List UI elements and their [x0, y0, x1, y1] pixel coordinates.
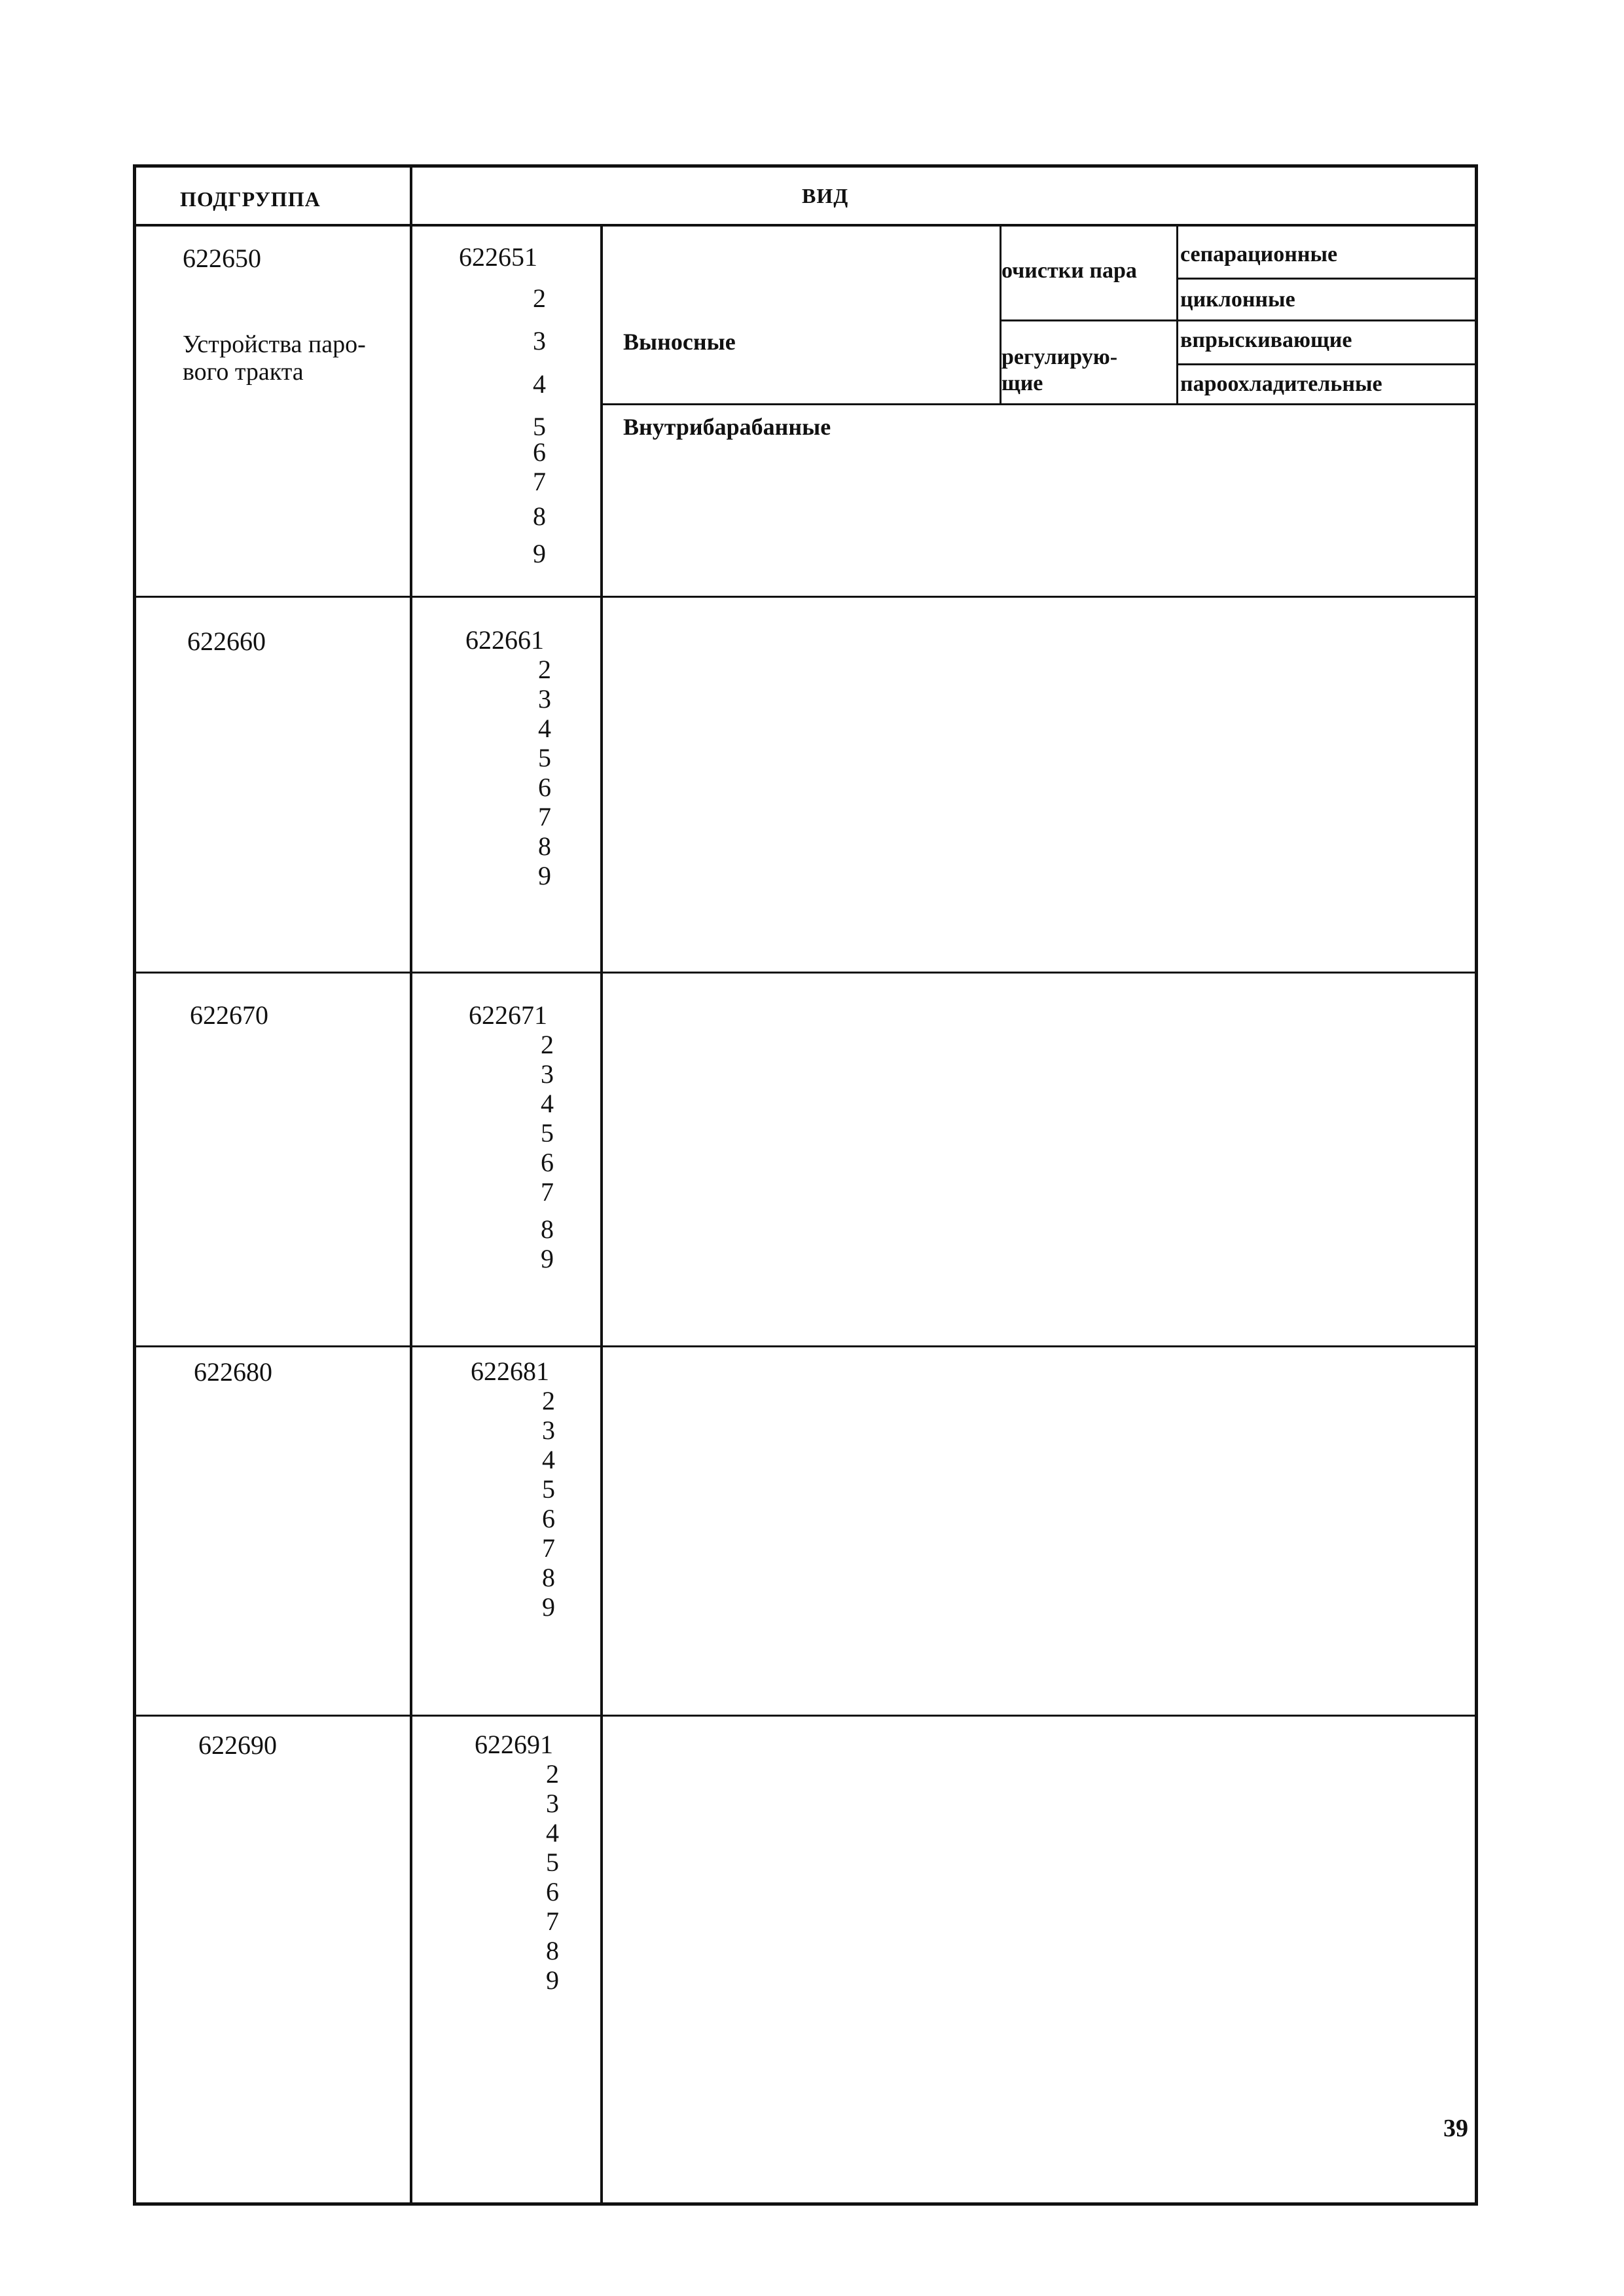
first-code: 622681: [471, 1357, 549, 1386]
header-subgroup: ПОДГРУППА: [180, 187, 321, 211]
digit: 3: [542, 1415, 555, 1445]
kind-internal: Внутрибарабанные: [623, 414, 831, 440]
kind-digits: [528, 655, 561, 890]
kind-external: Выносные: [623, 329, 736, 355]
row-rule-3: [133, 1345, 1478, 1347]
kind-separation: сепарационные: [1180, 242, 1338, 266]
first-code: 622651: [459, 242, 537, 272]
subgroup-code: 622650: [183, 244, 261, 273]
digit: 9: [533, 539, 546, 568]
table-bottom-border: [133, 2202, 1478, 2206]
subgroup-code: 622690: [198, 1730, 277, 1760]
digit: 8: [542, 1563, 555, 1592]
digit: 5: [542, 1474, 555, 1504]
kind-regulating: регулирую- щие: [1001, 345, 1118, 395]
digit: 6: [538, 773, 551, 802]
digit: 4: [533, 369, 546, 399]
digit: 7: [541, 1177, 554, 1207]
digit: 4: [542, 1445, 555, 1474]
digit: 8: [538, 831, 551, 861]
table-left-border: [133, 164, 136, 2206]
subtable-rule-v2: [1176, 224, 1178, 405]
subtable-rule-h-a: [1176, 278, 1478, 280]
column-rule-codes: [600, 224, 603, 2206]
digit: 9: [546, 1965, 559, 1995]
digit: 2: [542, 1386, 555, 1415]
digit: 2: [538, 655, 551, 684]
subgroup-name: Устройства паро- вого тракта: [183, 331, 366, 386]
subtable-rule-h-bottom: [600, 403, 1478, 405]
digit: 6: [533, 437, 546, 467]
digit: 8: [533, 501, 546, 531]
kind-injection: впрыскивающие: [1180, 328, 1352, 352]
kind-steam-cooling: пароохладительные: [1180, 372, 1382, 396]
digit: 5: [533, 412, 546, 441]
digit: 7: [533, 467, 546, 496]
header-bottom-rule: [133, 224, 1478, 227]
digit: 6: [546, 1877, 559, 1906]
table-top-border: [133, 164, 1478, 168]
digit: 4: [541, 1089, 554, 1118]
digit: 5: [541, 1118, 554, 1148]
digit: 4: [546, 1818, 559, 1848]
digit: 3: [546, 1789, 559, 1818]
digit: 6: [542, 1504, 555, 1533]
digit: 7: [542, 1533, 555, 1563]
row-rule-4: [133, 1715, 1478, 1717]
first-code: 622661: [465, 625, 544, 655]
subgroup-code: 622660: [187, 627, 266, 656]
digit: 2: [533, 283, 546, 313]
kind-cyclone: циклонные: [1180, 287, 1295, 312]
first-code: 622691: [475, 1730, 553, 1759]
first-code: 622671: [469, 1000, 547, 1030]
subtable-rule-h-mid: [1000, 319, 1478, 321]
digit: 9: [541, 1244, 554, 1273]
digit: 5: [538, 743, 551, 773]
kind-digits: [532, 1386, 565, 1622]
kind-digits: [536, 1759, 569, 1995]
table-right-border: [1475, 164, 1478, 2206]
digit: 2: [541, 1030, 554, 1059]
digit: 7: [538, 802, 551, 831]
kind-cleaning: очистки пара: [1001, 259, 1137, 283]
digit: 8: [541, 1214, 554, 1244]
subgroup-code: 622680: [194, 1357, 272, 1387]
digit: 4: [538, 714, 551, 743]
digit: 3: [541, 1059, 554, 1089]
header-kind: ВИД: [802, 184, 849, 208]
digit: 5: [546, 1848, 559, 1877]
digit: 6: [541, 1148, 554, 1177]
digit: 7: [546, 1906, 559, 1936]
digit: 2: [546, 1759, 559, 1789]
row-rule-1: [133, 596, 1478, 598]
row-rule-2: [133, 972, 1478, 974]
digit: 3: [538, 684, 551, 714]
column-rule-subgroup: [410, 164, 412, 2206]
digit: 9: [538, 861, 551, 890]
digit: 9: [542, 1592, 555, 1622]
digit: 3: [533, 326, 546, 355]
kind-digits: [531, 1030, 564, 1273]
subgroup-code: 622670: [190, 1000, 268, 1030]
page-number: 39: [1443, 2115, 1468, 2142]
digit: 8: [546, 1936, 559, 1965]
subtable-rule-h-b: [1176, 363, 1478, 365]
